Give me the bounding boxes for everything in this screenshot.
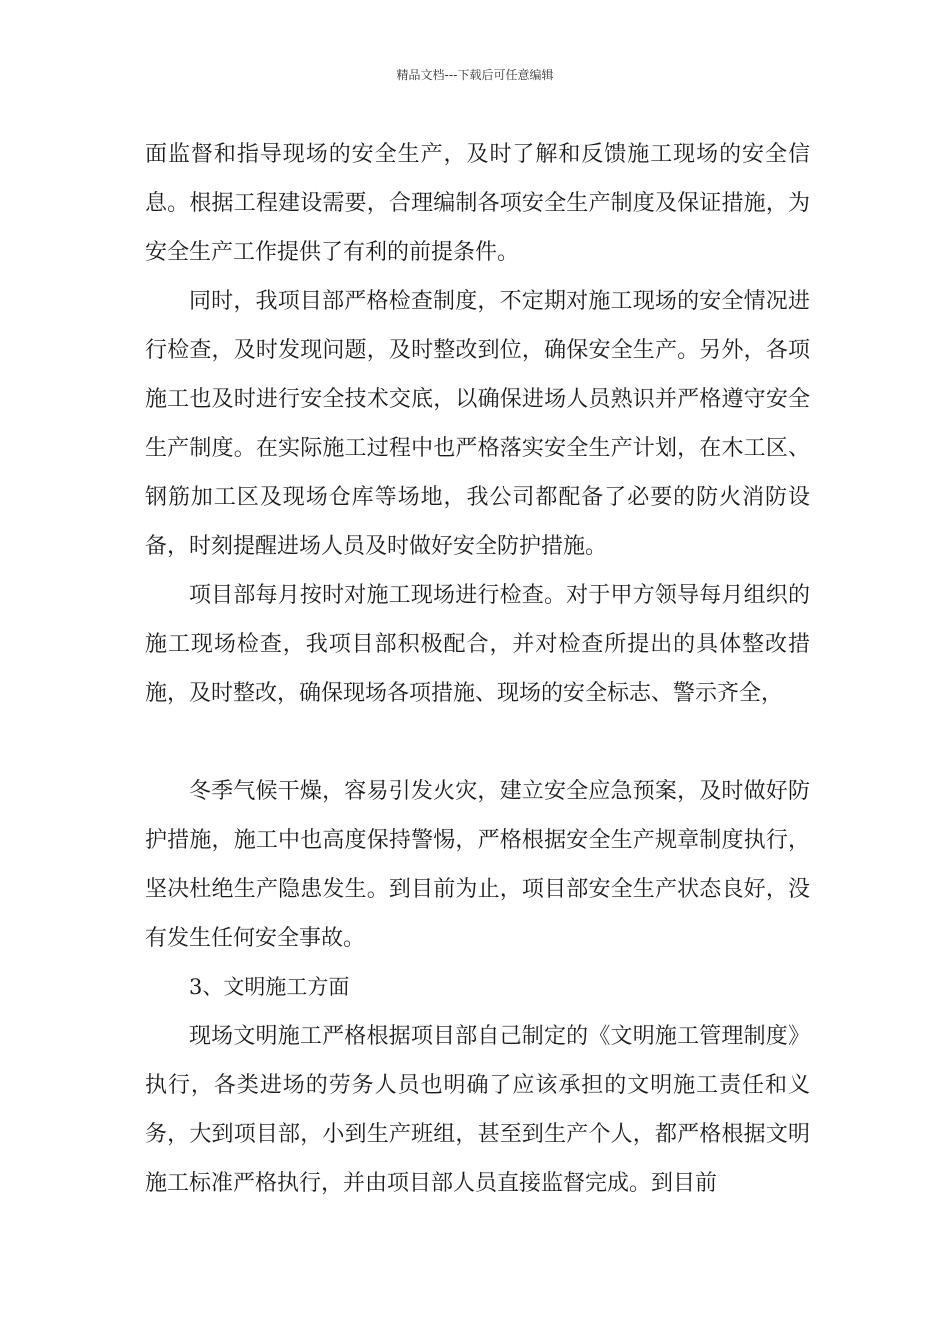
page-header: 精品文档---下载后可任意编辑	[396, 68, 554, 82]
paragraph-inspection-system: 同时，我项目部严格检查制度，不定期对施工现场的安全情况进行检查，及时发现问题，及时整改到位，确保安全生产。另外，各项施工也及时进行安全技术交底，以确保进场人员熟识并严格遵守安全生产制度。在实际施工过程中也严格落实安全生产计划，在木工区、钢筋加工区及现场仓库等场地，我公司都配备了必要的防火消防设备，时刻提醒进场人员及时做好安全防护措施。	[145, 289, 810, 559]
paragraph-civilized-construction: 现场文明施工严格根据项目部自己制定的《文明施工管理制度》执行，各类进场的劳务人员也明确了应该承担的文明施工责任和义务，大到项目部，小到生产班组，甚至到生产个人，都严格根据文明施工标准严格执行，并由项目部人员直接监督完成。到目前	[145, 1024, 810, 1196]
paragraph-winter-fire-safety: 冬季气候干燥，容易引发火灾，建立安全应急预案，及时做好防护措施，施工中也高度保持警惕，严格根据安全生产规章制度执行，坚决杜绝生产隐患发生。到目前为止，项目部安全生产状态良好，没有发生任何安全事故。	[145, 779, 810, 951]
paragraph-gap	[145, 718, 810, 767]
paragraph-monthly-inspection: 项目部每月按时对施工现场进行检查。对于甲方领导每月组织的施工现场检查，我项目部积极配合，并对检查所提出的具体整改措施，及时整改，确保现场各项措施、现场的安全标志、警示齐全，	[145, 583, 810, 706]
section-heading: 3、文明施工方面	[189, 975, 350, 999]
paragraph-continuation: 面监督和指导现场的安全生产，及时了解和反馈施工现场的安全信息。根据工程建设需要，合理编制各项安全生产制度及保证措施，为安全生产工作提供了有利的前提条件。	[145, 142, 810, 265]
document-body	[145, 130, 810, 1208]
